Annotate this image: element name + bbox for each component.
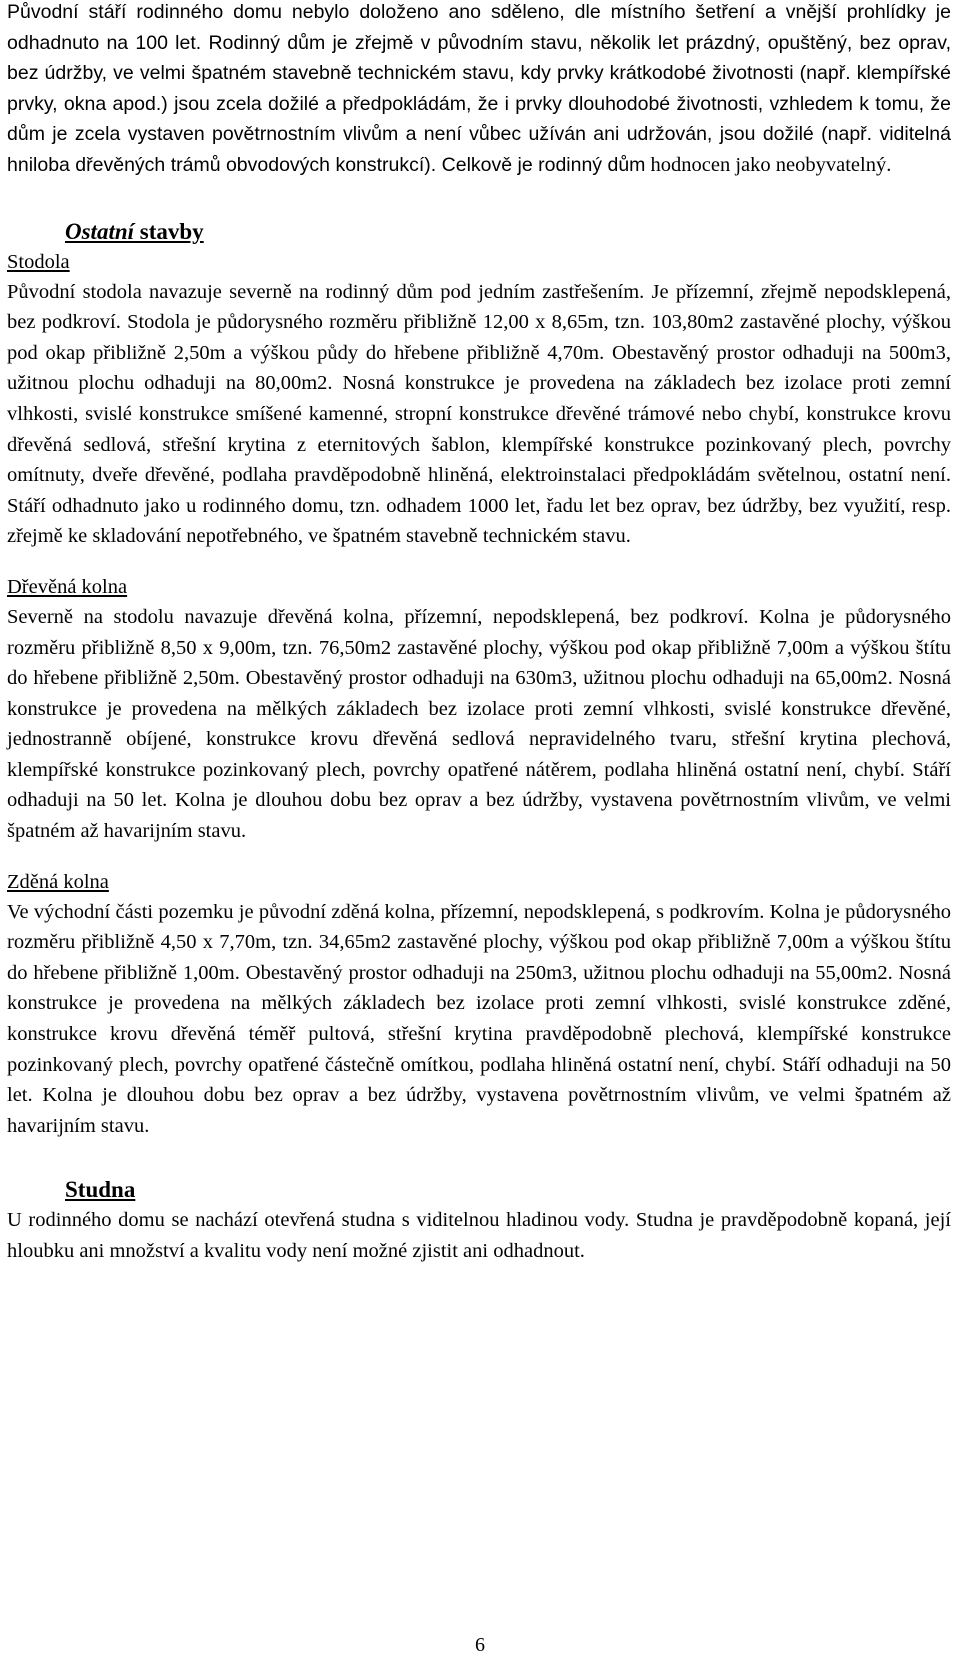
- subheading-wooden-shed: Dřevěná kolna: [7, 575, 128, 598]
- section-title-rest: stavby: [134, 218, 204, 244]
- spacer: [7, 181, 951, 217]
- well-paragraph: U rodinného domu se nachází otevřená studna s viditelnou hladinou vody. Studna je pravděpodobně kopaná, její hloubku ani množství a kvalitu vody není možné zjistit ani odhadnout.: [7, 1209, 951, 1262]
- spacer: [7, 847, 951, 867]
- document-page: [7, 0, 951, 1267]
- barn-paragraph: Původní stodola navazuje severně na rodinný dům pod jedním zastřešením. Je přízemní, zřejmě nepodsklepená, bez podkroví. Stodola je půdorysného rozměru přibližně 12,00 x 8,65m, tzn. 103,80m2 zastavěné plochy, výškou pod okap přibližně 2,50m a výškou půdy do hřebene přibližně 4,70m. Obestavěný prostor odhaduji na 500m3, užitnou plochu odhaduji na 80,00m2. Nosná konstrukce je provedena na základech bez izolace proti zemní vlhkosti, svislé konstrukce smíšené kamenné, stropní konstrukce dřevěné trámové nebo chybí, konstrukce krovu dřevěná sedlová, střešní krytina z eternitových šablon, klempířské konstrukce pozinkovaný plech, povrchy omítnuty, dveře dřevěné, podlaha pravděpodobně hliněná, elektroinstalaci předpokládám světelnou, ostatní není. Stáří odhadnuto jako u rodinného domu, tzn. odhadem 1000 let, řadu let bez oprav, bez údržby, bez využití, resp. zřejmě ke skladování nepotřebného, ve špatném stavebně technickém stavu.: [7, 280, 951, 548]
- wooden-shed-paragraph: Severně na stodolu navazuje dřevěná kolna, přízemní, nepodsklepená, bez podkroví. Kolna je půdorysného rozměru přibližně 8,50 x 9,00m, tzn. 76,50m2 zastavěné plochy, výškou pod okap přibližně 7,00m a výškou štítu do hřebene přibližně 2,50m. Obestavěný prostor odhaduji na 630m3, užitnou plochu odhaduji na 65,00m2. Nosná konstrukce je provedena na mělkých základech bez izolace proti zemní vlhkosti, svislé konstrukce dřevěné, jednostranně obíjené, konstrukce krovu dřevěná sedlová nepravidelného tvaru, střešní krytina plechová, klempířské konstrukce pozinkovaný plech, povrchy opatřené nátěrem, podlaha hliněná ostatní není, chybí. Stáří odhaduji na 50 let. Kolna je dlouhou dobu bez oprav a bez údržby, vystavena povětrnostním vlivům, ve velmi špatném až havarijním stavu.: [7, 605, 951, 843]
- intro-paragraph: [7, 0, 951, 181]
- spacer: [7, 552, 951, 572]
- intro-text-sans: Původní stáří rodinného domu nebylo doloženo ano sděleno, dle místního šetření a vnější prohlídky je odhadnuto na 100 let. Rodinný dům je zřejmě v původním stavu, několik let prázdný, opuštěný, bez oprav, bez údržby, ve velmi špatném stavebně technickém stavu, kdy prvky krátkodobé životnosti (např. klempířské prvky, okna apod.) jsou zcela dožilé a předpokládám, že i prvky dlouhodobé životnosti, vzhledem k tomu, že dům je zcela vystaven povětrnostním vlivům a není vůbec užíván ani udržován, jsou dožilé (např. viditelná hniloba dřevěných trámů obvodových konstrukcí). Celkově je rodinný dům: [7, 1, 951, 176]
- page-number: 6: [475, 1634, 485, 1656]
- section-title-italic: Ostatní: [65, 218, 135, 244]
- section-title-other-buildings: [65, 217, 951, 247]
- brick-shed-paragraph: Ve východní části pozemku je původní zděná kolna, přízemní, nepodsklepená, s podkrovím. Kolna je půdorysného rozměru přibližně 4,50 x 7,70m, tzn. 34,65m2 zastavěné plochy, výškou pod okap přibližně 7,00m a výškou štítu do hřebene přibližně 1,00m. Obestavěný prostor odhaduji na 250m3, užitnou plochu odhaduji na 55,00m2. Nosná konstrukce je provedena na mělkých základech bez izolace proti zemní vlhkosti, svislé konstrukce zděné, konstrukce krovu dřevěná téměř pultová, střešní krytina pravděpodobně plechová, klempířské konstrukce pozinkovaný plech, povrchy opatřené částečně omítkou, podlaha hliněná ostatní není, chybí. Stáří odhaduji na 50 let. Kolna je dlouhou dobu bez oprav a bez údržby, vystavena povětrnostním vlivům, ve velmi špatném až havarijním stavu.: [7, 900, 951, 1137]
- spacer: [7, 1141, 951, 1175]
- subheading-barn: Stodola: [7, 250, 70, 273]
- section-title-well: Studna: [65, 1177, 136, 1203]
- intro-text-serif: hodnocen jako neobyvatelný.: [650, 153, 892, 176]
- subheading-brick-shed: Zděná kolna: [7, 870, 109, 893]
